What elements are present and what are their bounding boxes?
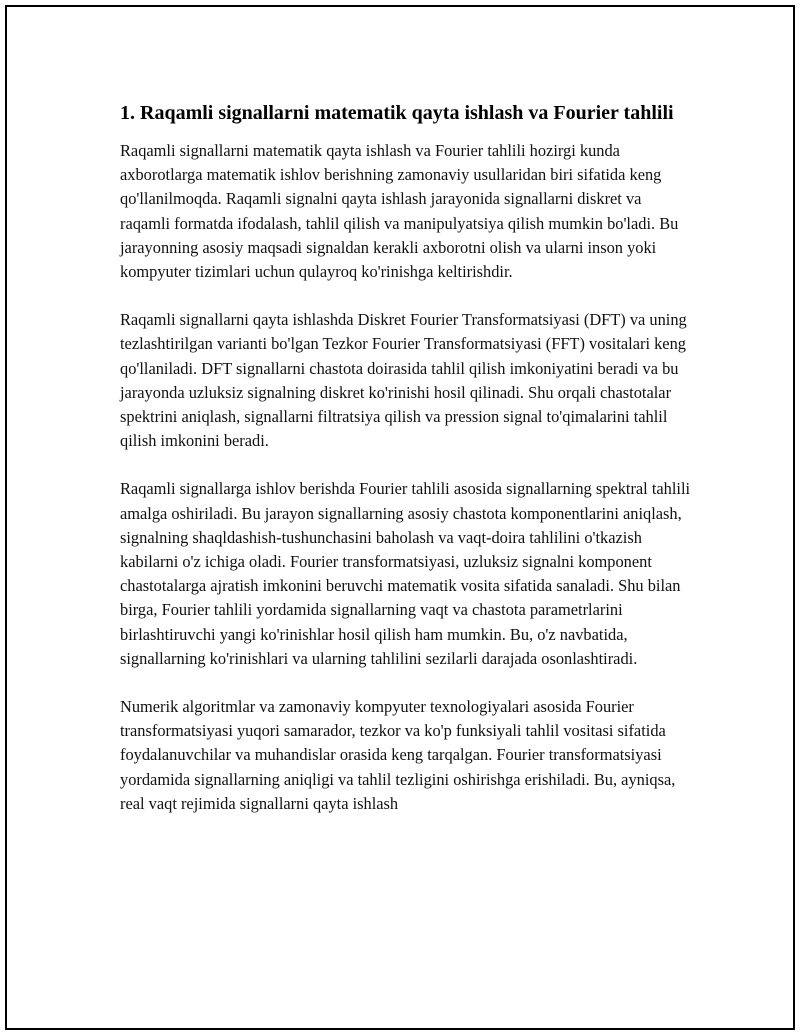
document-body — [120, 100, 695, 840]
section-heading: 1. Raqamli signallarni matematik qayta ishlash va Fourier tahlili — [120, 102, 674, 124]
paragraph-1: Raqamli signallarni matematik qayta ishlash va Fourier tahlili hozirgi kunda axborotlarga matematik ishlov berishning zamonaviy usullaridan biri sifatida keng qo'llanilmoqda. Raqamli signalni qayta ishlash jarayonida signallarni diskret va raqamli formatda ifodalash, tahlil qilish va manipulyatsiya qilish mumkin bo'ladi. Bu jarayonning asosiy maqsadi signaldan kerakli axborotni olish va ularni inson yoki kompyuter tizimlari uchun qulayroq ko'rinishga keltirishdir. — [120, 141, 679, 282]
page-frame — [5, 5, 795, 1030]
paragraph-4: Numerik algoritmlar va zamonaviy kompyuter texnologiyalari asosida Fourier transformatsiyasi yuqori samarador, tezkor va ko'p funksiyali tahlil vositasi sifatida foydalanuvchilar va muhandislar orasida keng tarqalgan. Fourier transformatsiyasi yordamida signallarning aniqligi va tahlil tezligini oshirishga erishiladi. Bu, ayniqsa, real vaqt rejimida signallarni qayta ishlash — [120, 697, 676, 813]
paragraph-3: Raqamli signallarga ishlov berishda Fourier tahlili asosida signallarning spektral tahlili amalga oshiriladi. Bu jarayon signallarning asosiy chastota komponentlarini aniqlash, signalning shaqldashish-tushunchasini baholash va vaqt-doira tahlilini o'tkazish kabilarni o'z ichiga oladi. Fourier transformatsiyasi, uzluksiz signalni komponent chastotalarga ajratish imkonini beruvchi matematik vosita sifatida sanaladi. Shu bilan birga, Fourier tahlili yordamida signallarning vaqt va chastota parametrlarini birlashtiruvchi yangi ko'rinishlar hosil qilish ham mumkin. Bu, o'z navbatida, signallarning ko'rinishlari va ularning tahlilini sezilarli darajada osonlashtiradi. — [120, 479, 691, 668]
paragraph-2: Raqamli signallarni qayta ishlashda Diskret Fourier Transformatsiyasi (DFT) va uning tezlashtirilgan varianti bo'lgan Tezkor Fourier Transformatsiyasi (FFT) vositalari keng qo'llaniladi. DFT signallarni chastota doirasida tahlil qilish imkoniyatini beradi va bu jarayonda uzluksiz signalning diskret ko'rinishi hosil qilinadi. Shu orqali chastotalar spektrini aniqlash, signallarni filtratsiya qilish va pression signal to'qimalarini tahlil qilish imkonini beradi. — [120, 310, 687, 451]
